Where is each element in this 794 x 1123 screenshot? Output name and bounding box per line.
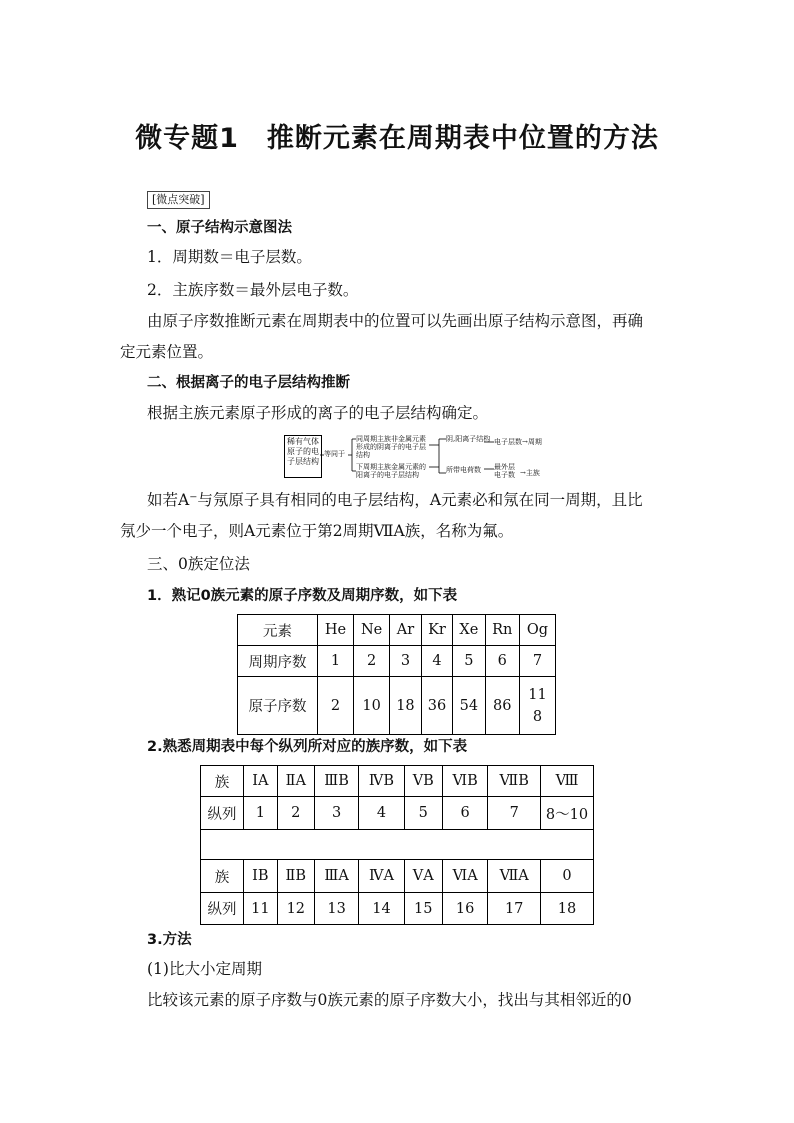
table-cell: Kr bbox=[421, 615, 453, 646]
paragraph: 氖少一个电子，则A元素位于第2周期ⅦA族，名称为氟。 bbox=[120, 522, 514, 540]
subheading: 1．熟记0族元素的原子序数及周期序数，如下表 bbox=[147, 588, 458, 604]
table-cell: ⅥB bbox=[442, 766, 487, 797]
table-cell: 14 bbox=[359, 893, 404, 925]
paragraph: 2．主族序数＝最外层电子数。 bbox=[147, 281, 359, 299]
table-cell: ⅡB bbox=[277, 860, 314, 893]
diagram-upper: 同周期主族非金属元素形成的阴离子的电子层结构 bbox=[356, 435, 426, 459]
table-cell: ⅥA bbox=[442, 860, 487, 893]
table-cell: He bbox=[318, 615, 354, 646]
table-cell: ⅣA bbox=[359, 860, 404, 893]
table-cell: 族 bbox=[201, 860, 244, 893]
table-cell: Ⅷ bbox=[541, 766, 594, 797]
table-cell: ⅢB bbox=[314, 766, 358, 797]
table-cell: ⅠB bbox=[244, 860, 278, 893]
table-cell: 16 bbox=[442, 893, 487, 925]
table-cell: 7 bbox=[488, 797, 541, 830]
table-cell: 36 bbox=[421, 677, 453, 735]
table-cell: 7 bbox=[519, 646, 555, 677]
table-cell: Og bbox=[519, 615, 555, 646]
paragraph: 如若A⁻与氖原子具有相同的电子层结构，A元素必和氖在同一周期，且比 bbox=[147, 491, 643, 509]
table-cell: 18 bbox=[541, 893, 594, 925]
table-cell: 10 bbox=[354, 677, 390, 735]
diagram-upper-mid: 阴,阳离子结构 bbox=[446, 435, 491, 443]
table-row bbox=[201, 830, 594, 860]
table-cell: 3 bbox=[314, 797, 358, 830]
subheading: (1)比大小定周期 bbox=[147, 960, 262, 978]
table-cell: ⅠA bbox=[244, 766, 278, 797]
diagram-lower-mid: 所带电荷数 bbox=[446, 466, 481, 474]
group-column-table bbox=[200, 765, 594, 925]
table-cell: 1 bbox=[318, 646, 354, 677]
table-cell: ⅤA bbox=[404, 860, 442, 893]
table-cell: 1 bbox=[244, 797, 278, 830]
diagram-box: 稀有气体原子的电子层结构 bbox=[284, 435, 322, 478]
table-cell: 12 bbox=[277, 893, 314, 925]
table-cell: ⅦB bbox=[488, 766, 541, 797]
noble-gas-table bbox=[237, 614, 556, 735]
table-cell: 5 bbox=[404, 797, 442, 830]
table-cell: Xe bbox=[453, 615, 485, 646]
table-cell: ⅣB bbox=[359, 766, 404, 797]
table-cell: 8～10 bbox=[541, 797, 594, 830]
table-cell: 2 bbox=[354, 646, 390, 677]
table-cell: 纵列 bbox=[201, 893, 244, 925]
table-cell: ⅦA bbox=[488, 860, 541, 893]
paragraph: 根据主族元素原子形成的离子的电子层结构确定。 bbox=[147, 404, 489, 422]
table-cell: 11 bbox=[244, 893, 278, 925]
table-cell: 4 bbox=[421, 646, 453, 677]
heading-1: 一、原子结构示意图法 bbox=[147, 220, 292, 236]
table-row bbox=[201, 893, 594, 925]
table-cell: 5 bbox=[453, 646, 485, 677]
heading-3: 三、0族定位法 bbox=[147, 555, 250, 573]
table-row bbox=[201, 766, 594, 797]
paragraph: 定元素位置。 bbox=[120, 343, 214, 361]
electron-structure-diagram bbox=[284, 433, 544, 479]
table-row bbox=[201, 797, 594, 830]
section-badge: [微点突破] bbox=[147, 191, 210, 209]
table-cell: Ar bbox=[390, 615, 422, 646]
subheading: 2.熟悉周期表中每个纵列所对应的族序数，如下表 bbox=[147, 739, 468, 755]
table-row bbox=[201, 860, 594, 893]
diagram-lower-end: →主族 bbox=[520, 469, 540, 477]
table-cell: 18 bbox=[390, 677, 422, 735]
table-row bbox=[238, 677, 556, 735]
table-cell: 3 bbox=[390, 646, 422, 677]
table-cell: ⅤB bbox=[404, 766, 442, 797]
diagram-upper-end: 电子层数→周期 bbox=[494, 438, 542, 446]
table-cell: Rn bbox=[485, 615, 519, 646]
table-row bbox=[238, 615, 556, 646]
subheading: 3.方法 bbox=[147, 932, 192, 948]
table-cell: 纵列 bbox=[201, 797, 244, 830]
heading-2: 二、根据离子的电子层结构推断 bbox=[147, 375, 350, 391]
table-cell: 4 bbox=[359, 797, 404, 830]
table-row bbox=[238, 646, 556, 677]
table-cell: 元素 bbox=[238, 615, 318, 646]
table-cell: Ne bbox=[354, 615, 390, 646]
paragraph: 比较该元素的原子序数与0族元素的原子序数大小，找出与其相邻近的0 bbox=[147, 991, 632, 1009]
table-cell: 17 bbox=[488, 893, 541, 925]
diagram-label: 等同于 bbox=[324, 450, 345, 458]
table-cell: 54 bbox=[453, 677, 485, 735]
table-cell: 6 bbox=[485, 646, 519, 677]
table-cell: 86 bbox=[485, 677, 519, 735]
diagram-lower-mid2: 最外层电子数 bbox=[494, 463, 515, 479]
page-title: 微专题1 推断元素在周期表中位置的方法 bbox=[135, 123, 659, 154]
table-cell: 15 bbox=[404, 893, 442, 925]
table-cell: 0 bbox=[541, 860, 594, 893]
diagram-lower: 下周期主族金属元素的阳离子的电子层结构 bbox=[356, 463, 426, 479]
table-cell: 2 bbox=[277, 797, 314, 830]
table-cell: ⅡA bbox=[277, 766, 314, 797]
paragraph: 1．周期数＝电子层数。 bbox=[147, 248, 312, 266]
table-cell: 2 bbox=[318, 677, 354, 735]
table-cell: 原子序数 bbox=[238, 677, 318, 735]
table-cell: 周期序数 bbox=[238, 646, 318, 677]
table-cell: ⅢA bbox=[314, 860, 358, 893]
table-cell: 6 bbox=[442, 797, 487, 830]
table-cell bbox=[201, 830, 594, 860]
table-cell: 族 bbox=[201, 766, 244, 797]
table-cell: 11 8 bbox=[519, 677, 555, 735]
paragraph: 由原子序数推断元素在周期表中的位置可以先画出原子结构示意图，再确 bbox=[147, 312, 644, 330]
table-cell: 13 bbox=[314, 893, 358, 925]
